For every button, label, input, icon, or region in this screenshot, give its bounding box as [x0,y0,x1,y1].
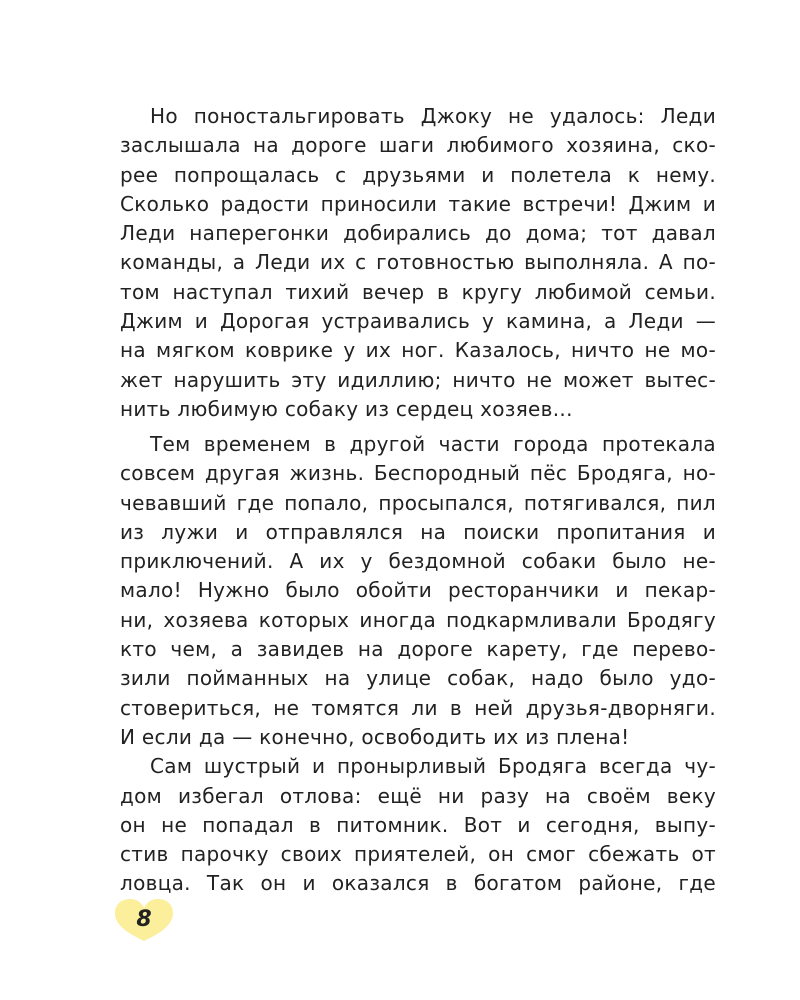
text-line: Сколько радости приносили такие встречи! Джим и [120,191,716,216]
text-line: Но поностальгировать Джоку не удалось: Леди [150,104,716,128]
text-line: ни, хозяева которых иногда подкармливали Бродягу [120,607,716,632]
text-line: команды, а Леди их с готовностью выполняла. А по- [120,250,716,275]
page-number-badge [112,897,176,943]
text-line: приключений. А их у бездомной собаки было не- [120,549,716,574]
text-line: чевавший где попало, просыпался, потягивался, пил [120,490,716,515]
text-line: том наступал тихий вечер в кругу любимой семьи. [120,279,716,304]
text-line: рее попрощалась с друзьями и полетела к нему. [120,162,716,187]
text-line: он не попадал в питомник. Вот и сегодня, выпу- [120,812,716,837]
text-line: жет нарушить эту идиллию; ничто не может вытес- [120,367,716,392]
text-line: стовериться, не томятся ли в ней друзья-дворняги. [120,695,716,720]
text-line: стив парочку своих приятелей, он смог сбежать от [120,842,716,867]
text-line: Тем временем в другой части города протекала [150,432,716,456]
paragraph-1 [120,102,716,424]
text-line: заслышала на дороге шаги любимого хозяина, ско- [120,133,716,158]
text-line: на мягком коврике у их ног. Казалось, ничто не мо- [120,338,716,363]
page-number: 8 [136,907,152,932]
text-line: из лужи и отправлялся на поиски пропитания и [120,519,716,544]
text-line: ловца. Так он и оказался в богатом районе, где [120,871,716,896]
text-line: кто чем, а завидев на дороге карету, где перево- [120,637,716,662]
text-line: зили пойманных на улице собак, надо было удо- [120,666,716,691]
text-line: совсем другая жизнь. Беспородный пёс Бродяга, но- [120,461,716,486]
text-line: Джим и Дорогая устраивались у камина, а Леди — [120,309,716,334]
text-line: Леди наперегонки добирались до дома; тот давал [120,221,716,246]
text-line: Сам шустрый и пронырливый Бродяга всегда чу- [150,754,716,779]
text-line: И если да — конечно, освободить их из плена! [120,724,630,749]
text-line: мало! Нужно было обойти ресторанчики и пекар- [120,578,716,603]
text-line: нить любимую собаку из сердец хозяев... [120,396,573,421]
text-line: дом избегал отлова: ещё ни разу на своём веку [120,783,716,808]
paragraph-2 [120,430,716,899]
